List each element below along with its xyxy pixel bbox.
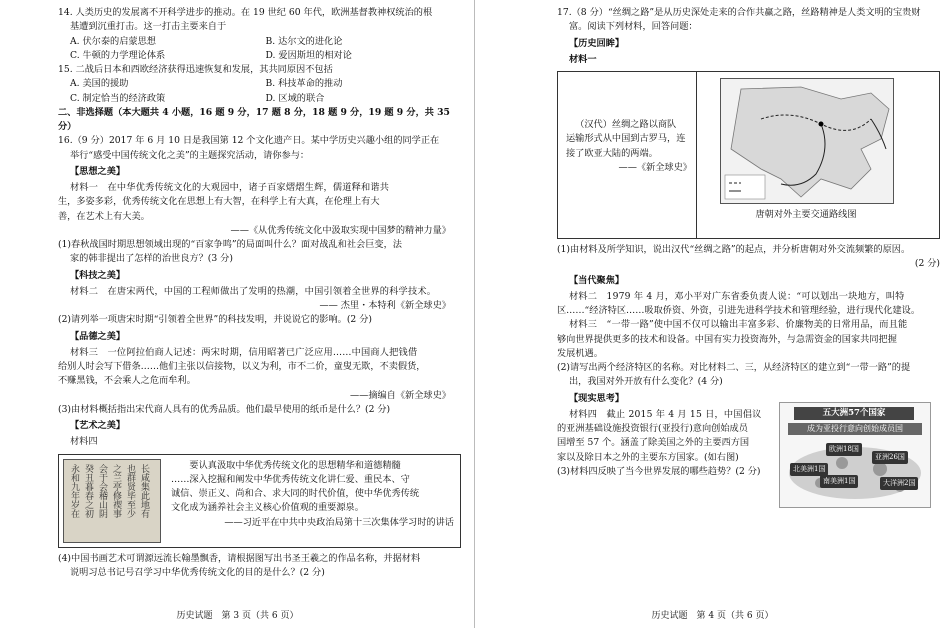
q16-sub3: (3)由材料概括指出宋代商人具有的优秀品质。他们最早使用的纸币是什么？(2 分) bbox=[58, 403, 391, 415]
q14-stem: 14. 人类历史的发展离不开科学进步的推动。在 19 世纪 60 年代，欧洲基督教神权统治的根 bbox=[58, 7, 433, 18]
map-graphic bbox=[721, 79, 893, 203]
tag-technology: 【科技之美】 bbox=[70, 269, 126, 281]
material-4-source: ——习近平在中共中央政治局第十三次集体学习时的讲话 bbox=[224, 516, 454, 528]
tang-route-map bbox=[720, 78, 894, 204]
material-1-box bbox=[557, 71, 940, 239]
q16-sub1: (1)春秋战国时期思想领域出现的“百家争鸣”的局面叫什么？面对战乱和社会巨变，法 bbox=[58, 239, 402, 250]
material-2-source: —— 杰里・本特利《新全球史》 bbox=[319, 300, 451, 311]
q16-sub4-cont: 说明习总书记号召学习中华优秀传统文化的目的是什么？(2 分) bbox=[70, 566, 325, 578]
map-caption: 唐朝对外主要交通路线图 bbox=[755, 209, 857, 220]
aiib-title: 五大洲57个国家 bbox=[794, 407, 914, 420]
material-2-line-1: 材料二 1979 年 4 月，邓小平对广东省委负责人说：“可以划出一块地方，叫特 bbox=[569, 290, 905, 302]
q14-options-ab bbox=[58, 35, 461, 49]
left-footer: 历史试题 第 3 页（共 6 页） bbox=[176, 611, 299, 622]
q15-stem: 15. 二战后日本和西欧经济获得迅速恢复和发展，其共同原因不包括 bbox=[58, 64, 333, 75]
material-4-box bbox=[58, 454, 461, 548]
material-1-line-3: 善，在艺术上有大美。 bbox=[58, 210, 150, 222]
aiib-chip-europe: 欧洲18国 bbox=[826, 443, 862, 456]
q15-option-b: B. 科技革命的推动 bbox=[265, 78, 343, 90]
material-4-line-1: 材料四 截止 2015 年 4 月 15 日，中国倡议 bbox=[569, 408, 762, 420]
q15-options-ab bbox=[58, 77, 461, 91]
aiib-chip-oceania: 大洋洲2国 bbox=[880, 477, 918, 490]
q16-stem: 16.（9 分）2017 年 6 月 10 日是我国第 12 个文化遗产日。某中学历史兴趣小组的同学正在 bbox=[58, 135, 440, 147]
q16-sub4: (4)中国书画艺术可谓源远流长翰墨飘香，请根据图写出书圣王羲之的作品名称，并据材料 bbox=[58, 552, 421, 564]
aiib-chip-north-america: 北美洲1国 bbox=[790, 463, 828, 476]
tag-contemporary: 【当代聚焦】 bbox=[569, 274, 625, 286]
material-4-line-1: 要认真汲取中华优秀传统文化的思想精华和道德精髓 bbox=[189, 459, 401, 471]
tag-thought: 【思想之美】 bbox=[70, 165, 126, 177]
q17-sub1: (1)由材料及所学知识，说出汉代“丝绸之路”的起点，并分析唐朝对外交流频繁的原因。 bbox=[557, 244, 911, 255]
calligraphy-image: 永和九年岁在 癸丑暮春之初 会于会稽山阴 之兰亭修禊事 也群贤毕至少 长咸集此地有 bbox=[63, 459, 161, 543]
material-3-source: ——摘编自《新全球史》 bbox=[349, 389, 451, 401]
aiib-chip-asia: 亚洲26国 bbox=[872, 451, 908, 464]
material-4-line-4: 文化成为涵养社会主义核心价值观的重要源泉。 bbox=[171, 502, 364, 514]
q17-sub2: (2)请写出两个经济特区的名称。对比材料二、三，从经济特区的建立到“一带一路”的提 bbox=[557, 362, 911, 373]
aiib-infographic bbox=[779, 402, 931, 508]
tag-history: 【历史回眸】 bbox=[569, 37, 625, 49]
material-3-line-1: 材料三 一位阿拉伯商人记述：两宋时期，信用昭著已广泛应用……中国商人把钱借 bbox=[70, 346, 418, 358]
q15-option-c: C. 制定恰当的经济政策 bbox=[70, 92, 166, 104]
material-3-line-3: 不赚黑钱，不会乘人之危而牟利。 bbox=[58, 375, 196, 387]
material-1-label: 材料一 bbox=[569, 53, 597, 65]
q14-options-cd bbox=[58, 49, 461, 63]
q14-option-c: C. 牛顿的力学理论体系 bbox=[70, 49, 166, 61]
q15-options-cd bbox=[58, 92, 461, 106]
material-1-line-2: 生，多姿多彩，优秀传统文化在思想上有大智，在科学上有大真，在伦理上有大 bbox=[58, 196, 380, 208]
silk-road-source: ——《新全球史》 bbox=[618, 161, 692, 173]
material-2-line-1: 材料二 在唐宋两代，中国的工程师做出了发明的热潮，中国引领着全世界的科学技术。 bbox=[70, 285, 437, 297]
material-3-line-3: 发展机遇。 bbox=[557, 347, 603, 359]
q14-option-d: D. 爱因斯坦的相对论 bbox=[265, 49, 352, 61]
q16-stem-cont: 举行“感受中国传统文化之美”的主题探究活动，请你参与： bbox=[70, 149, 310, 161]
q14-option-b: B. 达尔文的进化论 bbox=[265, 35, 343, 47]
section-2-heading: 二、非选择题（本大题共 4 小题，16 题 9 分，17 题 8 分，18 题 9 分，19 题 9 分，共 35 分） bbox=[58, 106, 450, 132]
tag-morality: 【品德之美】 bbox=[70, 330, 126, 342]
right-footer: 历史试题 第 4 页（共 6 页） bbox=[651, 611, 774, 622]
material-4-line-4: 家以及除日本之外的主要东方国家。(如右图) bbox=[557, 451, 739, 463]
q17-stem-cont: 富。阅读下列材料，回答问题： bbox=[569, 21, 698, 33]
material-2-line-2: 区……“经济特区……吸取侨资、外资，引进先进科学技术和管理经验，进行现代化建设。 bbox=[557, 305, 921, 316]
material-3-line-1: 材料三 “一带一路”使中国不仅可以输出丰富多彩、价廉物美的日常用品，而且能 bbox=[569, 319, 908, 331]
q17-sub3: (3)材料四反映了当今世界发展的哪些趋势？(2 分) bbox=[557, 465, 761, 477]
material-4-line-3: 国增至 57 个。涵盖了除美国之外的主要西方国 bbox=[557, 437, 750, 449]
q16-sub1-cont: 家的韩非提出了怎样的治世良方？(3 分) bbox=[70, 253, 233, 265]
q14-stem-cont: 基遭到沉重打击。这一打击主要来自于 bbox=[70, 21, 227, 33]
q17-sub2-cont: 出，我国对外开放有什么变化？(4 分) bbox=[569, 376, 723, 388]
q15-option-a: A. 美国的援助 bbox=[70, 78, 129, 90]
silk-road-line-1: （汉代）丝绸之路以商队 bbox=[575, 119, 677, 130]
q14-option-a: A. 伏尔泰的启蒙思想 bbox=[70, 35, 156, 47]
q17-sub1-score: (2 分) bbox=[914, 258, 940, 270]
material-4-line-2: 的亚洲基础设施投资银行(亚投行)意向创始成员 bbox=[557, 423, 748, 434]
material-3-line-2: 够向世界提供更多的技术和设备。中国有实力投资海外，与急需资金的国家共同把握 bbox=[557, 333, 897, 345]
aiib-subtitle: 成为亚投行意向创始成员国 bbox=[788, 423, 922, 435]
q15-option-d: D. 区域的联合 bbox=[265, 92, 325, 104]
material-4-block bbox=[557, 408, 940, 486]
material-4-label: 材料四 bbox=[70, 436, 98, 448]
right-page bbox=[475, 0, 950, 628]
material-4-line-3: 诚信、崇正义、尚和合、求大同的时代价值，使中华优秀传统 bbox=[171, 488, 420, 499]
tag-reality: 【现实思考】 bbox=[569, 392, 625, 404]
silk-road-line-2: 运输形式从中国到古罗马，连 bbox=[566, 133, 686, 145]
tag-art: 【艺术之美】 bbox=[70, 420, 126, 431]
q16-sub2: (2)请列举一项唐宋时期“引领着全世界”的科技发明，并说说它的影响。(2 分) bbox=[58, 314, 372, 326]
material-1-source: ——《从优秀传统文化中汲取实现中国梦的精神力量》 bbox=[230, 224, 451, 236]
material-1-line-1: 材料一 在中华优秀传统文化的大观园中，诸子百家熠熠生辉，儒道释和谐共 bbox=[70, 182, 390, 193]
material-4-line-2: ……深入挖掘和阐发中华优秀传统文化讲仁爱、重民本、守 bbox=[171, 473, 410, 485]
material-3-line-2: 给别人时会写下借条……他们主张以信接物，以义为利，市不二价，童叟无欺，不卖假货， bbox=[58, 361, 426, 372]
aiib-chip-south-america: 南美洲1国 bbox=[820, 475, 858, 488]
q17-stem: 17.（8 分）“丝绸之路”是从历史深处走来的合作共赢之路，丝路精神是人类文明的宝贵财 bbox=[557, 7, 921, 18]
silk-road-line-3: 接了欧亚大陆的两端。 bbox=[566, 147, 658, 159]
